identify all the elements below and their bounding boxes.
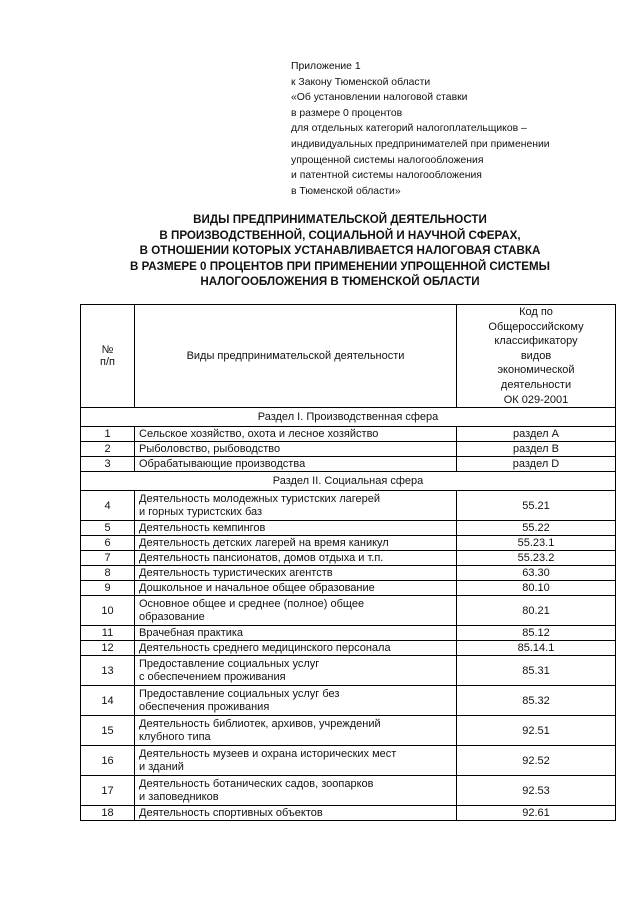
row-code: 92.52 bbox=[457, 746, 616, 776]
header-code-line: Код по bbox=[519, 306, 553, 318]
header-code bbox=[457, 305, 616, 408]
activity-line: Деятельность музеев и охрана исторических мест bbox=[139, 747, 397, 760]
row-number: 2 bbox=[81, 442, 135, 457]
appendix-line: в размере 0 процентов bbox=[291, 107, 403, 119]
row-number: 15 bbox=[81, 716, 135, 746]
header-num-line2: п/п bbox=[100, 356, 115, 369]
section-title: Раздел II. Социальная сфера bbox=[81, 472, 616, 491]
row-number: 3 bbox=[81, 457, 135, 472]
header-num bbox=[81, 305, 135, 408]
activity-line: Деятельность туристических агентств bbox=[139, 566, 333, 579]
activity-line: Деятельность кемпингов bbox=[139, 521, 266, 534]
row-activity bbox=[135, 806, 457, 821]
row-activity bbox=[135, 457, 457, 472]
row-number: 1 bbox=[81, 427, 135, 442]
activity-line: обеспечения проживания bbox=[139, 700, 270, 713]
table-row bbox=[81, 806, 616, 821]
activities-table bbox=[80, 304, 616, 821]
row-number: 14 bbox=[81, 686, 135, 716]
row-number: 11 bbox=[81, 626, 135, 641]
activity-line: Деятельность молодежных туристских лагерей bbox=[139, 492, 381, 505]
table-row bbox=[81, 566, 616, 581]
row-activity bbox=[135, 521, 457, 536]
appendix-line: для отдельных категорий налогоплательщиков – bbox=[291, 123, 527, 135]
activity-line: Деятельность пансионатов, домов отдыха и т.п. bbox=[139, 551, 384, 564]
title-line: В ОТНОШЕНИИ КОТОРЫХ УСТАНАВЛИВАЕТСЯ НАЛОГОВАЯ СТАВКА bbox=[139, 244, 541, 258]
row-code: раздел В bbox=[457, 442, 616, 457]
row-code: 85.32 bbox=[457, 686, 616, 716]
appendix-line: индивидуальных предпринимателей при применении bbox=[291, 138, 550, 150]
appendix-line: и патентной системы налогообложения bbox=[291, 170, 482, 182]
section-title: Раздел I. Производственная сфера bbox=[81, 408, 616, 427]
row-code: 55.21 bbox=[457, 491, 616, 521]
table-row bbox=[81, 491, 616, 521]
document-title bbox=[60, 212, 620, 290]
activity-line: Предоставление социальных услуг bbox=[139, 657, 320, 670]
appendix-line: упрощенной системы налогообложения bbox=[291, 154, 484, 166]
table-body bbox=[81, 408, 616, 821]
activity-line: клубного типа bbox=[139, 730, 211, 743]
row-activity bbox=[135, 491, 457, 521]
row-activity bbox=[135, 746, 457, 776]
row-activity bbox=[135, 641, 457, 656]
header-code-line: экономической bbox=[497, 364, 575, 377]
activity-line: с обеспечением проживания bbox=[139, 670, 286, 683]
table-row bbox=[81, 581, 616, 596]
activity-line: Деятельность библиотек, архивов, учреждений bbox=[139, 717, 381, 730]
row-number: 5 bbox=[81, 521, 135, 536]
row-code: 85.31 bbox=[457, 656, 616, 686]
appendix-line: «Об установлении налоговой ставки bbox=[291, 92, 468, 104]
row-code: 55.22 bbox=[457, 521, 616, 536]
row-code: 80.10 bbox=[457, 581, 616, 596]
row-activity bbox=[135, 626, 457, 641]
row-activity bbox=[135, 427, 457, 442]
row-code: 92.61 bbox=[457, 806, 616, 821]
activity-line: Рыболовство, рыбоводство bbox=[139, 442, 281, 455]
row-code: раздел D bbox=[457, 457, 616, 472]
table-row bbox=[81, 626, 616, 641]
activity-line: и заповедников bbox=[139, 790, 219, 803]
row-number: 8 bbox=[81, 566, 135, 581]
section-row bbox=[81, 472, 616, 491]
header-code-line: Общероссийскому bbox=[488, 320, 584, 333]
row-code: 92.51 bbox=[457, 716, 616, 746]
row-activity bbox=[135, 686, 457, 716]
row-code: 63.30 bbox=[457, 566, 616, 581]
activity-line: и горных туристских баз bbox=[139, 505, 263, 518]
header-code-line: видов bbox=[520, 349, 552, 362]
row-number: 10 bbox=[81, 596, 135, 626]
activity-line: Врачебная практика bbox=[139, 626, 244, 639]
appendix-line: Приложение 1 bbox=[291, 61, 361, 72]
header-code-line: деятельности bbox=[500, 378, 572, 391]
activity-line: образование bbox=[139, 610, 205, 623]
activity-line: Деятельность спортивных объектов bbox=[139, 806, 323, 819]
table-row bbox=[81, 536, 616, 551]
activity-line: Сельское хозяйство, охота и лесное хозяйство bbox=[139, 427, 379, 440]
table-row bbox=[81, 521, 616, 536]
row-number: 9 bbox=[81, 581, 135, 596]
appendix-line: в Тюменской области» bbox=[291, 185, 401, 197]
row-number: 6 bbox=[81, 536, 135, 551]
row-code: 85.14.1 bbox=[457, 641, 616, 656]
row-activity bbox=[135, 716, 457, 746]
row-activity bbox=[135, 536, 457, 551]
header-code-line: ОК 029-2001 bbox=[503, 393, 569, 406]
activity-line: Деятельность детских лагерей на время каникул bbox=[139, 536, 389, 549]
row-activity bbox=[135, 566, 457, 581]
title-line: В ПРОИЗВОДСТВЕННОЙ, СОЦИАЛЬНОЙ И НАУЧНОЙ СФЕРАХ, bbox=[159, 228, 521, 242]
activity-line: Деятельность среднего медицинского персонала bbox=[139, 641, 391, 654]
activity-line: Обрабатывающие производства bbox=[139, 457, 306, 470]
table-header-row bbox=[81, 305, 616, 408]
title-line: В РАЗМЕРЕ 0 ПРОЦЕНТОВ ПРИ ПРИМЕНЕНИИ УПРОЩЕННОЙ СИСТЕМЫ bbox=[130, 259, 550, 273]
row-activity bbox=[135, 551, 457, 566]
table-row bbox=[81, 776, 616, 806]
row-number: 17 bbox=[81, 776, 135, 806]
row-number: 4 bbox=[81, 491, 135, 521]
row-code: 80.21 bbox=[457, 596, 616, 626]
header-num-line1: № bbox=[101, 344, 114, 357]
row-number: 18 bbox=[81, 806, 135, 821]
row-number: 13 bbox=[81, 656, 135, 686]
header-activity: Виды предпринимательской деятельности bbox=[135, 305, 457, 408]
table-row bbox=[81, 551, 616, 566]
row-number: 7 bbox=[81, 551, 135, 566]
activity-line: Деятельность ботанических садов, зоопарков bbox=[139, 777, 374, 790]
table-row bbox=[81, 656, 616, 686]
activity-line: Предоставление социальных услуг без bbox=[139, 687, 340, 700]
row-number: 16 bbox=[81, 746, 135, 776]
activity-line: Дошкольное и начальное общее образование bbox=[139, 581, 375, 594]
row-activity bbox=[135, 596, 457, 626]
row-activity bbox=[135, 776, 457, 806]
row-code: 92.53 bbox=[457, 776, 616, 806]
header-code-line: классификатору bbox=[494, 335, 578, 348]
activity-line: Основное общее и среднее (полное) общее bbox=[139, 597, 365, 610]
table-row bbox=[81, 746, 616, 776]
row-number: 12 bbox=[81, 641, 135, 656]
title-line: ВИДЫ ПРЕДПРИНИМАТЕЛЬСКОЙ ДЕЯТЕЛЬНОСТИ bbox=[193, 213, 487, 226]
table-row bbox=[81, 596, 616, 626]
row-activity bbox=[135, 581, 457, 596]
row-activity bbox=[135, 442, 457, 457]
table-row bbox=[81, 686, 616, 716]
row-code: 55.23.2 bbox=[457, 551, 616, 566]
table-row bbox=[81, 457, 616, 472]
table-row bbox=[81, 442, 616, 457]
activity-line: и зданий bbox=[139, 760, 184, 773]
row-code: раздел А bbox=[457, 427, 616, 442]
row-code: 55.23.1 bbox=[457, 536, 616, 551]
appendix-line: к Закону Тюменской области bbox=[291, 76, 431, 88]
row-code: 85.12 bbox=[457, 626, 616, 641]
appendix-block bbox=[291, 59, 621, 199]
table-row bbox=[81, 716, 616, 746]
row-activity bbox=[135, 656, 457, 686]
title-line: НАЛОГООБЛОЖЕНИЯ В ТЮМЕНСКОЙ ОБЛАСТИ bbox=[200, 275, 480, 289]
table-row bbox=[81, 641, 616, 656]
section-row bbox=[81, 408, 616, 427]
table-row bbox=[81, 427, 616, 442]
